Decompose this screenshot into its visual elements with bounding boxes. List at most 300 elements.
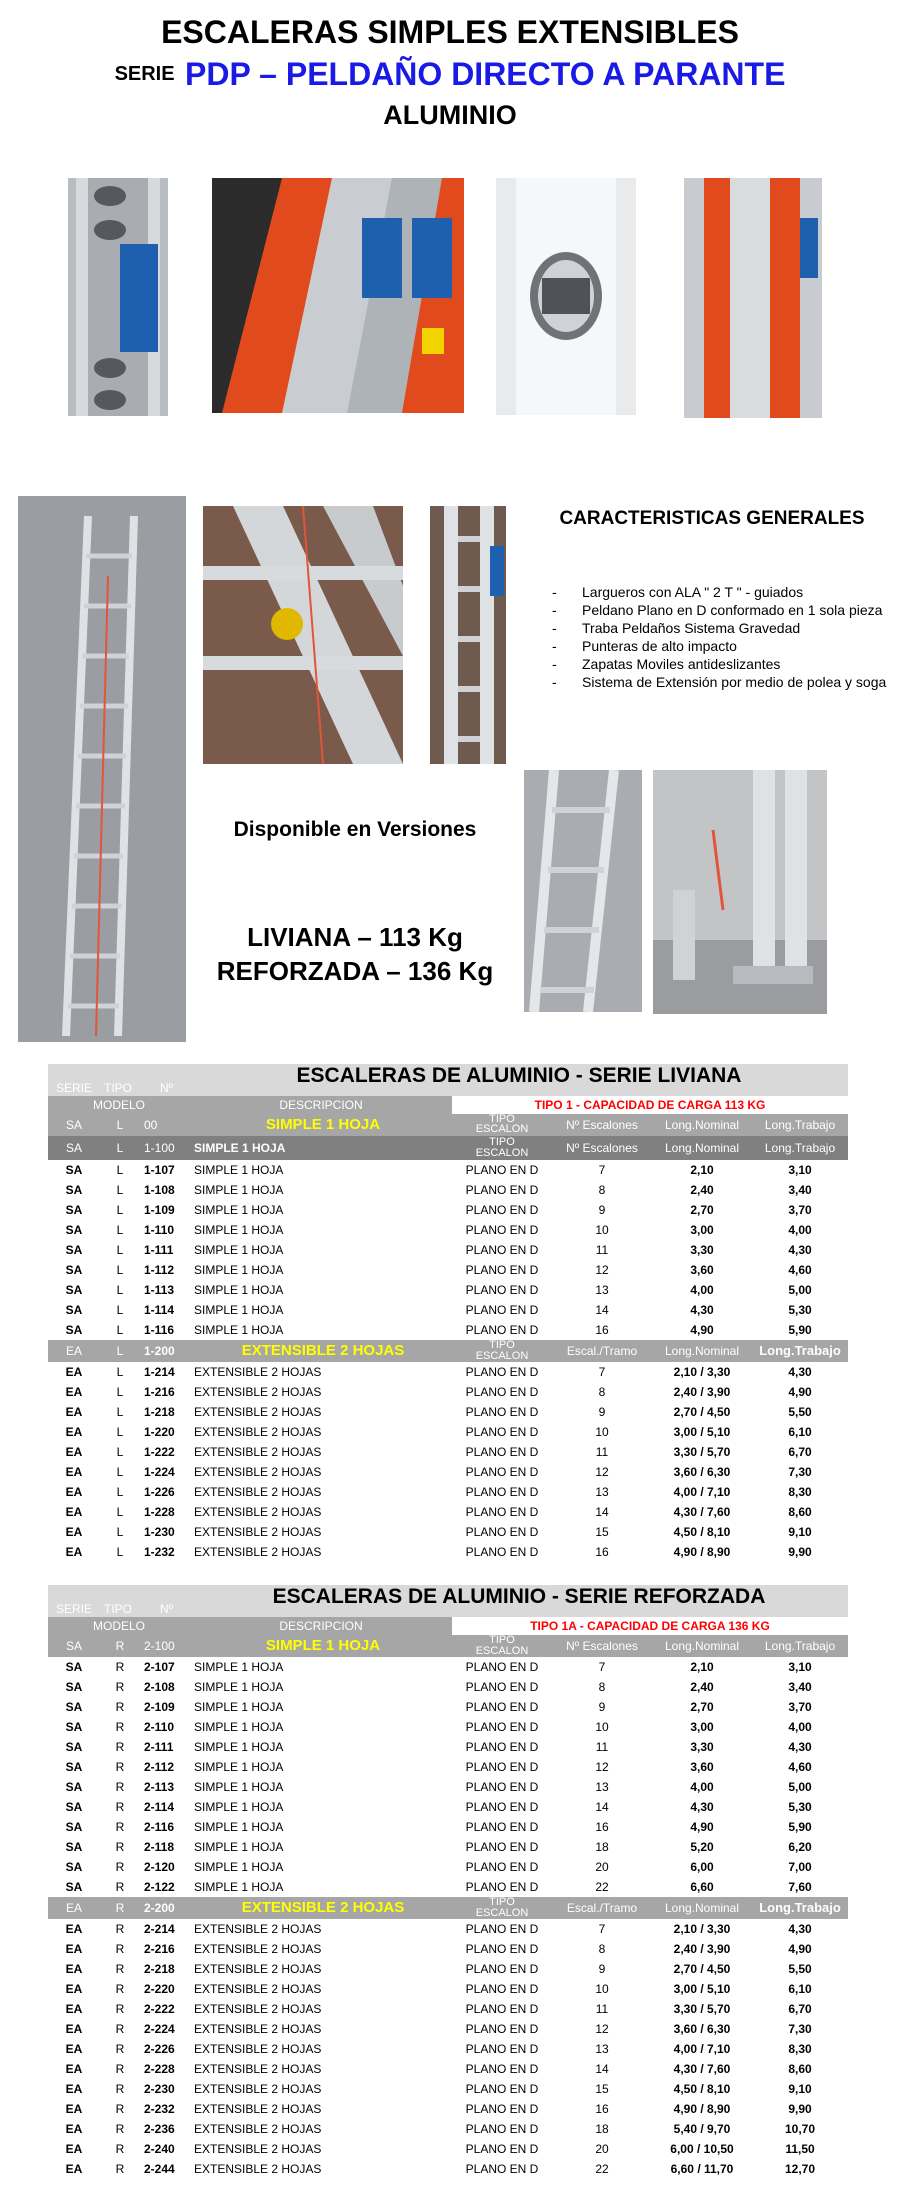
cell-serie: SA [65,1820,83,1834]
cell-model: 2-109 [144,1700,175,1714]
n-escalones: Nº Escalones [566,1118,638,1132]
cell-step-type: PLANO EN D [465,2102,539,2116]
table-row [48,2019,848,2039]
table-row [48,1837,848,1857]
cell-serie: SA [65,1680,83,1694]
cell-working-length: 9,90 [788,1545,812,1559]
cell-model: 2-111 [144,1740,174,1754]
cell-model: 2-222 [144,2002,175,2016]
cell-steps: 9 [598,1962,606,1976]
cell-steps: 18 [595,2122,609,2136]
cell-serie: EA [65,1365,83,1379]
cell-nominal-length: 2,10 [690,1660,714,1674]
cell-steps: 8 [598,1385,606,1399]
feature-item [552,583,897,601]
cell-tipo: L [116,1323,124,1337]
cell-nominal-length: 3,60 [690,1760,714,1774]
cell-tipo: L [116,1344,124,1358]
cell-model: 1-224 [144,1465,175,1479]
cell-working-length: 6,20 [788,1840,812,1854]
cell-model: 1-111 [144,1243,174,1257]
cell-serie: SA [65,1263,83,1277]
descripcion-label: DESCRIPCION [190,1617,452,1635]
cell-nominal-length: 3,30 / 5,70 [673,1445,731,1459]
cell-serie: SA [65,1700,83,1714]
long-nominal: Long.Nominal [664,1639,740,1653]
cell-steps: 10 [595,1223,609,1237]
cell-description: SIMPLE 1 HOJA [194,1860,284,1874]
cell-step-type: PLANO EN D [465,2002,539,2016]
cell-tipo: R [115,1800,125,1814]
cell-nominal-length: 4,30 [690,1800,714,1814]
cell-description: EXTENSIBLE 2 HOJAS [194,2102,322,2116]
cell-model: 2-218 [144,1962,175,1976]
cell-nominal-length: 6,60 [690,1880,714,1894]
cell-step-type: PLANO EN D [465,1545,539,1559]
cell-model: 1-222 [144,1445,175,1459]
cell-serie: SA [65,1860,83,1874]
table-row [48,1362,848,1382]
cell-description: SIMPLE 1 HOJA [194,1323,284,1337]
cell-description: SIMPLE 1 HOJA [194,1760,284,1774]
cell-serie: EA [65,1405,83,1419]
series-line [0,56,900,93]
cell-steps: 16 [595,1323,609,1337]
cell-serie: SA [65,1880,83,1894]
tipo-escalon-1: TIPO [489,1136,515,1148]
n-escalones: Nº Escalones [566,1639,638,1653]
cell-tipo: R [115,1942,125,1956]
cell-nominal-length: 2,40 / 3,90 [673,1942,731,1956]
cell-steps: 20 [595,2142,609,2156]
cell-tipo: R [115,2042,125,2056]
cell-nominal-length: 2,70 / 4,50 [673,1405,731,1419]
section-header-row [48,1114,848,1136]
cell-step-type: PLANO EN D [465,1505,539,1519]
cell-nominal-length: 6,00 / 10,50 [670,2142,734,2156]
cell-tipo: R [115,1922,125,1936]
cell-nominal-length: 3,30 / 5,70 [673,2002,731,2016]
bullet: - [552,584,557,600]
ladder-section-photo [430,506,506,764]
cell-serie: EA [65,1525,83,1539]
features-title: CARACTERISTICAS GENERALES [559,508,865,529]
table-row [48,1402,848,1422]
features-list [552,583,897,691]
cell-step-type: PLANO EN D [465,1203,539,1217]
cell-tipo: R [115,2022,125,2036]
cell-serie: SA [65,1639,82,1653]
table-row [48,1522,848,1542]
table-title: ESCALERAS DE ALUMINIO - SERIE REFORZADA [190,1587,848,1607]
section-header-row [48,1136,848,1160]
cell-serie: EA [65,1445,83,1459]
col-tipo: TIPO [104,1602,133,1616]
modelo-row [48,1096,848,1114]
cell-steps: 16 [595,1545,609,1559]
table-title: ESCALERAS DE ALUMINIO - SERIE LIVIANA [190,1066,848,1086]
cell-model: 2-220 [144,1982,175,1996]
cell-working-length: 4,30 [788,1243,812,1257]
version-liviana: LIVIANA – 113 Kg [247,922,463,952]
cell-tipo: R [115,1982,125,1996]
escal-tramo: Escal./Tramo [566,1344,638,1358]
cell-tipo: R [115,2002,125,2016]
feature-item [552,619,897,637]
cell-model: 2-226 [144,2042,175,2056]
cell-nominal-length: 2,10 [690,1163,714,1177]
cell-step-type: PLANO EN D [465,1263,539,1277]
cell-tipo: L [116,1525,124,1539]
section-label: EXTENSIBLE 2 HOJAS [241,1899,405,1916]
cell-steps: 12 [595,2022,609,2036]
cell-steps: 11 [595,1445,609,1459]
long-trabajo: Long.Trabajo [764,1118,836,1132]
cell-model: 2-232 [144,2102,175,2116]
cell-model: 1-226 [144,1485,175,1499]
cell-description: EXTENSIBLE 2 HOJAS [194,1385,322,1399]
cell-steps: 13 [595,2042,609,2056]
cell-nominal-length: 4,90 [690,1820,714,1834]
cell-steps: 7 [598,1922,606,1936]
cell-step-type: PLANO EN D [465,2062,539,2076]
cell-steps: 12 [595,1760,609,1774]
cell-steps: 11 [595,2002,609,2016]
cell-step-type: PLANO EN D [465,1922,539,1936]
cell-steps: 16 [595,1820,609,1834]
cell-nominal-length: 6,60 / 11,70 [670,2162,734,2176]
table-title-row [48,1064,848,1096]
cell-steps: 14 [595,1303,609,1317]
cell-nominal-length: 2,70 [690,1700,714,1714]
cell-model: 2-108 [144,1680,175,1694]
cell-step-type: PLANO EN D [465,1700,539,1714]
cell-description: EXTENSIBLE 2 HOJAS [194,2142,322,2156]
cell-step-type: PLANO EN D [465,1820,539,1834]
cell-nominal-length: 4,50 / 8,10 [673,2082,731,2096]
table-row [48,1817,848,1837]
table-row [48,1542,848,1562]
cell-tipo: R [115,2162,125,2176]
cell-description: SIMPLE 1 HOJA [194,1880,284,1894]
section-header-row [48,1340,848,1362]
feature-text: Peldano Plano en D conformado en 1 sola pieza [582,602,883,618]
feature-item [552,601,897,619]
cell-tipo: L [116,1141,124,1155]
table-row [48,1422,848,1442]
versions-available: Disponible en Versiones [233,818,477,841]
cell-nominal-length: 2,40 [690,1680,714,1694]
cell-steps: 7 [598,1365,606,1379]
cell-serie: EA [65,1962,83,1976]
cell-working-length: 6,10 [788,1982,812,1996]
cell-working-length: 3,40 [788,1183,812,1197]
cell-nominal-length: 5,40 / 9,70 [673,2122,731,2136]
col-serie: SERIE [56,1081,93,1095]
cell-serie: SA [65,1780,83,1794]
cell-working-length: 7,60 [788,1880,812,1894]
cell-serie: EA [65,1545,83,1559]
cell-nominal-length: 4,50 / 8,10 [673,1525,731,1539]
cell-description: SIMPLE 1 HOJA [194,1303,284,1317]
cell-description: SIMPLE 1 HOJA [194,1163,284,1177]
cell-step-type: PLANO EN D [465,1465,539,1479]
cell-tipo: L [116,1183,124,1197]
cell-model: 1-218 [144,1405,175,1419]
cell-nominal-length: 3,00 / 5,10 [673,1425,731,1439]
cell-nominal-length: 4,00 [690,1283,714,1297]
cell-description: SIMPLE 1 HOJA [194,1700,284,1714]
table-row [48,1502,848,1522]
cell-serie: EA [65,1344,82,1358]
cell-description: SIMPLE 1 HOJA [194,1203,284,1217]
table-row [48,2159,848,2179]
ladder-rail-photo [68,178,168,416]
cell-step-type: PLANO EN D [465,1243,539,1257]
cell-tipo: R [115,2102,125,2116]
section-label: SIMPLE 1 HOJA [194,1141,286,1155]
cell-model: 2-114 [144,1800,175,1814]
cell-serie: SA [65,1740,83,1754]
cell-steps: 14 [595,1800,609,1814]
cell-serie: EA [65,1485,83,1499]
liviana-simple-rows [48,1160,848,1340]
cell-model: 1-228 [144,1505,175,1519]
cell-n: 1-200 [144,1344,175,1358]
cell-nominal-length: 2,70 / 4,50 [673,1962,731,1976]
cell-steps: 10 [595,1982,609,1996]
cell-tipo: L [116,1505,124,1519]
tipo-escalon [452,1635,552,1657]
cell-serie: SA [65,1323,83,1337]
cell-model: 1-214 [144,1365,175,1379]
table-row [48,1260,848,1280]
cell-working-length: 5,50 [788,1962,812,1976]
cell-tipo: R [115,1760,125,1774]
cell-step-type: PLANO EN D [465,1720,539,1734]
cell-working-length: 7,30 [788,2022,812,2036]
table-row [48,1160,848,1180]
cell-step-type: PLANO EN D [465,2162,539,2176]
section-header-row [48,1897,848,1919]
cell-serie: EA [65,2002,83,2016]
cell-serie: SA [65,1760,83,1774]
cell-step-type: PLANO EN D [465,1445,539,1459]
feature-text: Traba Peldaños Sistema Gravedad [582,620,801,636]
cell-working-length: 8,60 [788,1505,812,1519]
cell-nominal-length: 3,00 [690,1223,714,1237]
cell-steps: 16 [595,2102,609,2116]
tall-ladder-photo [18,496,186,1042]
modelo-label: MODELO [48,1617,190,1635]
cell-step-type: PLANO EN D [465,1485,539,1499]
cell-description: SIMPLE 1 HOJA [194,1223,284,1237]
cell-model: 2-113 [144,1780,175,1794]
table-liviana [48,1064,848,1562]
cell-serie: EA [65,1942,83,1956]
orange-ladder-photo [212,178,464,413]
cell-description: SIMPLE 1 HOJA [194,1243,284,1257]
cell-steps: 8 [598,1183,606,1197]
cell-description: SIMPLE 1 HOJA [194,1183,284,1197]
cell-tipo: R [115,1840,125,1854]
cell-steps: 11 [595,1243,609,1257]
cell-step-type: PLANO EN D [465,1680,539,1694]
cell-working-length: 7,00 [788,1860,812,1874]
cell-model: 2-240 [144,2142,175,2156]
cell-model: 2-107 [144,1660,175,1674]
cell-model: 2-214 [144,1922,175,1936]
serie-label: SERIE [114,63,175,85]
cell-working-length: 8,30 [788,1485,812,1499]
page-title: ESCALERAS SIMPLES EXTENSIBLES [161,14,739,50]
cell-serie: EA [65,1425,83,1439]
cell-model: 1-110 [144,1223,175,1237]
cell-step-type: PLANO EN D [465,1880,539,1894]
cell-description: EXTENSIBLE 2 HOJAS [194,1962,322,1976]
feature-text: Largueros con ALA " 2 T " - guiados [582,584,804,600]
cell-serie: SA [65,1840,83,1854]
cell-model: 1-107 [144,1163,175,1177]
cell-model: 2-230 [144,2082,175,2096]
table-row [48,1240,848,1260]
cell-model: 2-110 [144,1720,175,1734]
cell-step-type: PLANO EN D [465,1740,539,1754]
cell-serie: SA [65,1303,83,1317]
table-row [48,1657,848,1677]
cell-steps: 7 [598,1163,606,1177]
cell-nominal-length: 6,00 [690,1860,714,1874]
cell-steps: 22 [595,1880,609,1894]
cell-step-type: PLANO EN D [465,1323,539,1337]
modelo-row [48,1617,848,1635]
cell-tipo: L [116,1445,124,1459]
cell-working-length: 5,30 [788,1303,812,1317]
cell-tipo: R [115,1820,125,1834]
feature-item [552,673,897,691]
table-row [48,2139,848,2159]
cell-model: 2-244 [144,2162,175,2176]
cell-steps: 14 [595,1505,609,1519]
cell-step-type: PLANO EN D [465,1183,539,1197]
cell-tipo: R [115,1962,125,1976]
cell-description: SIMPLE 1 HOJA [194,1820,284,1834]
cell-working-length: 5,00 [788,1283,812,1297]
section-label: SIMPLE 1 HOJA [265,1116,381,1133]
cell-description: EXTENSIBLE 2 HOJAS [194,1425,322,1439]
cell-working-length: 8,60 [788,2062,812,2076]
cell-nominal-length: 3,00 [690,1720,714,1734]
cell-description: SIMPLE 1 HOJA [194,1780,284,1794]
cell-working-length: 8,30 [788,2042,812,2056]
tipo-escalon [452,1136,552,1159]
tipo-escalon [452,1897,552,1919]
long-nominal: Long.Nominal [664,1118,740,1132]
cell-model: 2-216 [144,1942,175,1956]
table-row [48,1320,848,1340]
cell-serie: SA [65,1163,83,1177]
cell-step-type: PLANO EN D [465,1800,539,1814]
cell-working-length: 3,10 [788,1660,812,1674]
cell-nominal-length: 3,00 / 5,10 [673,1982,731,1996]
table-row [48,1717,848,1737]
capacity-label: TIPO 1A - CAPACIDAD DE CARGA 136 KG [452,1617,848,1635]
cell-model: 1-220 [144,1425,175,1439]
long-nominal: Long.Nominal [664,1141,740,1155]
table-row [48,1757,848,1777]
col-tipo: TIPO [104,1081,133,1095]
table-row [48,1857,848,1877]
cell-nominal-length: 2,10 / 3,30 [673,1365,731,1379]
cell-serie: EA [65,1465,83,1479]
cell-tipo: L [116,1545,124,1559]
cell-serie: SA [65,1283,83,1297]
cell-nominal-length: 4,00 / 7,10 [673,2042,731,2056]
cell-steps: 13 [595,1485,609,1499]
cell-description: SIMPLE 1 HOJA [194,1283,284,1297]
cell-step-type: PLANO EN D [465,1223,539,1237]
table-row [48,2079,848,2099]
cell-working-length: 12,70 [784,2162,816,2176]
cell-tipo: R [115,2122,125,2136]
long-nominal: Long.Nominal [664,1344,740,1358]
cell-nominal-length: 2,70 [690,1203,714,1217]
cell-description: EXTENSIBLE 2 HOJAS [194,1485,322,1499]
cell-tipo: L [116,1283,124,1297]
cell-nominal-length: 3,30 [690,1243,714,1257]
cell-model: 2-122 [144,1880,175,1894]
cell-description: EXTENSIBLE 2 HOJAS [194,2122,322,2136]
cell-serie: EA [65,1385,83,1399]
cell-steps: 20 [595,1860,609,1874]
cell-working-length: 5,50 [788,1405,812,1419]
cell-nominal-length: 4,90 / 8,90 [673,2102,731,2116]
table-row [48,1180,848,1200]
cell-description: EXTENSIBLE 2 HOJAS [194,1365,322,1379]
material-title: ALUMINIO [383,100,517,130]
cell-description: EXTENSIBLE 2 HOJAS [194,1525,322,1539]
cell-step-type: PLANO EN D [465,1982,539,1996]
cell-serie: SA [65,1223,83,1237]
col-n: Nº [160,1081,174,1095]
cell-working-length: 9,10 [788,2082,812,2096]
cell-description: EXTENSIBLE 2 HOJAS [194,2002,322,2016]
cell-steps: 8 [598,1942,606,1956]
cell-working-length: 9,10 [788,1525,812,1539]
cell-tipo: R [115,1780,125,1794]
cell-step-type: PLANO EN D [465,1840,539,1854]
cell-serie: EA [65,2062,83,2076]
cell-serie: EA [65,2142,83,2156]
cell-description: EXTENSIBLE 2 HOJAS [194,2022,322,2036]
extended-ladder-photo [684,178,822,418]
cell-step-type: PLANO EN D [465,2122,539,2136]
cell-model: 1-112 [144,1263,175,1277]
feature-text: Punteras de alto impacto [582,638,737,654]
cell-tipo: R [115,2142,125,2156]
cell-serie: SA [65,1118,82,1132]
long-trabajo: Long.Trabajo [759,1900,841,1915]
capacity-label: TIPO 1 - CAPACIDAD DE CARGA 113 KG [452,1096,848,1114]
cell-working-length: 4,90 [788,1385,812,1399]
table-row [48,1280,848,1300]
n-escalones: Nº Escalones [566,1141,638,1155]
cell-model: 2-118 [144,1840,175,1854]
cell-working-length: 4,60 [788,1263,812,1277]
cell-description: EXTENSIBLE 2 HOJAS [194,1445,322,1459]
cell-steps: 12 [595,1263,609,1277]
cell-description: SIMPLE 1 HOJA [194,1720,284,1734]
